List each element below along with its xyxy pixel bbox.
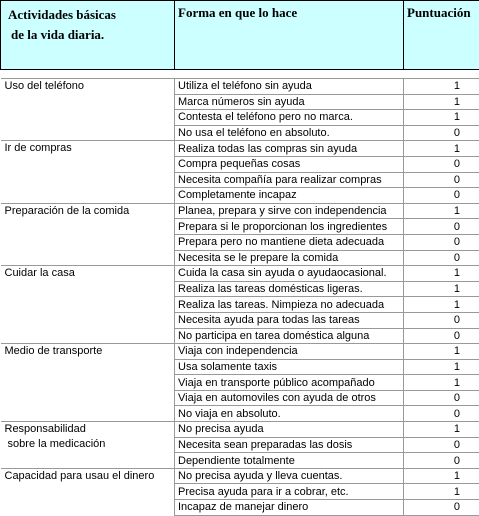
item-score: 1 (404, 94, 479, 110)
category-label: Capacidad para usau el dinero (1, 468, 175, 515)
item-description: Realiza las tareas domésticas ligeras. (175, 281, 404, 297)
category-label: Medio de transporte (1, 344, 175, 422)
item-description: Planea, prepara y sirve con independencia (175, 203, 404, 219)
item-description: Precisa ayuda para ir a cobrar, etc. (175, 484, 404, 500)
header-activities (1, 1, 175, 70)
item-score: 1 (404, 375, 479, 391)
item-description: No participa en tarea doméstica alguna (175, 328, 404, 344)
item-description: Realiza las tareas. Nimpieza no adecuada (175, 297, 404, 313)
item-score: 1 (404, 422, 479, 438)
item-score: 0 (404, 437, 479, 453)
item-score: 1 (404, 281, 479, 297)
item-description: Viaja con independencia (175, 344, 404, 360)
table-body (1, 79, 479, 516)
item-score: 0 (404, 390, 479, 406)
header-score: Puntuación (404, 1, 479, 70)
category-label: Ir de compras (1, 141, 175, 203)
item-score: 1 (404, 484, 479, 500)
header-activities-line2: de la vida diaria. (8, 27, 104, 42)
item-description: Incapaz de manejar dinero (175, 500, 404, 516)
item-description: Usa solamente taxis (175, 359, 404, 375)
item-score: 1 (404, 203, 479, 219)
item-score: 0 (404, 328, 479, 344)
item-score: 0 (404, 406, 479, 422)
item-score: 1 (404, 110, 479, 126)
table-row (1, 79, 479, 95)
item-description: No precisa ayuda y lleva cuentas. (175, 468, 404, 484)
table-row (1, 141, 479, 157)
header-activities-line1: Actividades básicas (8, 7, 116, 22)
table-row (1, 422, 479, 438)
item-score: 0 (404, 234, 479, 250)
item-score: 1 (404, 266, 479, 282)
item-description: No usa el teléfono en absoluto. (175, 125, 404, 141)
category-label: Cuidar la casa (1, 266, 175, 344)
item-description: Prepara pero no mantiene dieta adecuada (175, 234, 404, 250)
item-score: 0 (404, 172, 479, 188)
item-score: 0 (404, 500, 479, 516)
item-score: 0 (404, 312, 479, 328)
item-description: Necesita compañía para realizar compras (175, 172, 404, 188)
item-score: 1 (404, 79, 479, 95)
item-description: Prepara si le proporcionan los ingredientes (175, 219, 404, 235)
item-description: Viaja en transporte público acompañado (175, 375, 404, 391)
category-label: Preparación de la comida (1, 203, 175, 265)
table-row (1, 266, 479, 282)
item-score: 0 (404, 188, 479, 204)
category-label: Uso del teléfono (1, 79, 175, 141)
item-score: 1 (404, 344, 479, 360)
header-gap (1, 70, 479, 79)
item-score: 1 (404, 359, 479, 375)
table-row (1, 203, 479, 219)
item-description: Realiza todas las compras sin ayuda (175, 141, 404, 157)
item-score: 1 (404, 297, 479, 313)
item-description: No precisa ayuda (175, 422, 404, 438)
item-description: Viaja en automoviles con ayuda de otros (175, 390, 404, 406)
item-description: Dependiente totalmente (175, 453, 404, 469)
item-score: 1 (404, 468, 479, 484)
item-description: Necesita se le prepare la comida (175, 250, 404, 266)
item-score: 0 (404, 219, 479, 235)
item-description: No viaja en absoluto. (175, 406, 404, 422)
item-description: Utiliza el teléfono sin ayuda (175, 79, 404, 95)
item-description: Completamente incapaz (175, 188, 404, 204)
item-description: Necesita sean preparadas las dosis (175, 437, 404, 453)
item-score: 0 (404, 125, 479, 141)
table-row (1, 344, 479, 360)
item-description: Contesta el teléfono pero no marca. (175, 110, 404, 126)
item-score: 0 (404, 453, 479, 469)
table-row (1, 468, 479, 484)
item-score: 0 (404, 250, 479, 266)
item-description: Cuida la casa sin ayuda o ayudaocasional. (175, 266, 404, 282)
category-label: Responsabilidad sobre la medicación (1, 422, 175, 469)
item-score: 1 (404, 141, 479, 157)
item-description: Compra pequeñas cosas (175, 156, 404, 172)
item-description: Necesita ayuda para todas las tareas (175, 312, 404, 328)
header-manner: Forma en que lo hace (175, 1, 404, 70)
item-score: 0 (404, 156, 479, 172)
item-description: Marca números sin ayuda (175, 94, 404, 110)
